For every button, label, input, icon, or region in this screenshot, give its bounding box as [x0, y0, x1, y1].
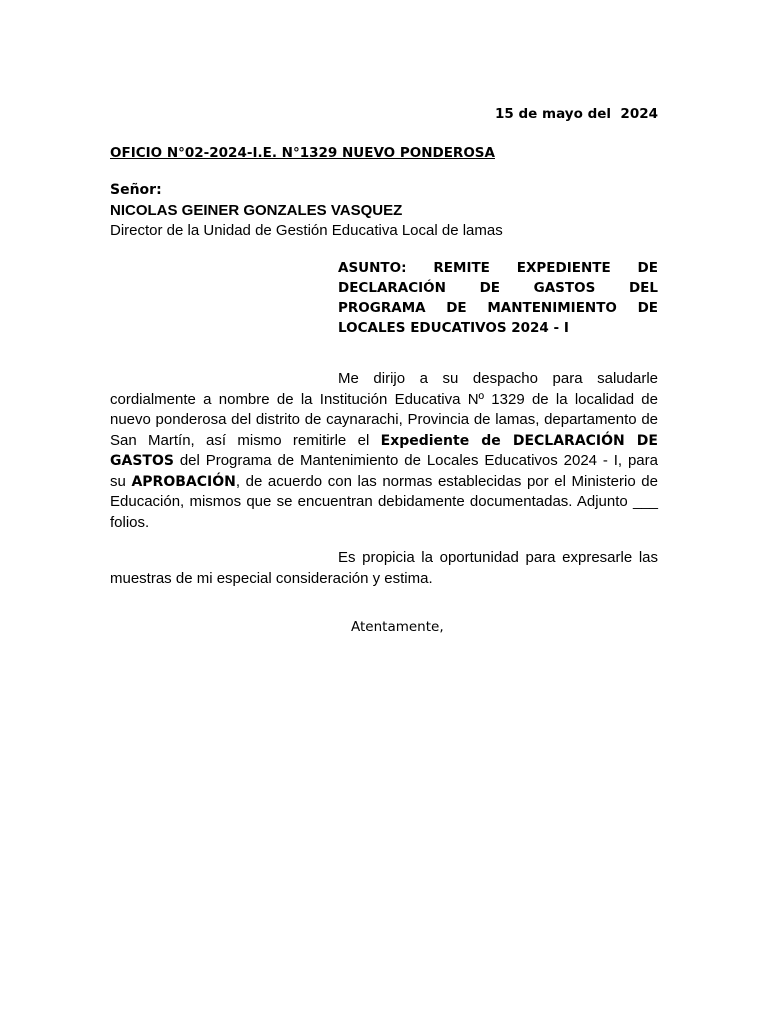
- letter-subject: ASUNTO: REMITE EXPEDIENTE DE DECLARACIÓN DE GASTOS DEL PROGRAMA DE MANTENIMIENTO DE LOCALES EDUCATIVOS 2024 - I: [338, 260, 658, 336]
- letter-reference: OFICIO N°02-2024-I.E. N°1329 NUEVO PONDEROSA: [110, 145, 495, 161]
- body-paragraph-1-text-a: Me dirijo a su despacho para saludarle cordialmente a nombre de la Institución Educativa Nº 1329 de la localidad de nuevo ponderosa del distrito de caynarachi, Provincia de lamas, departamento de San Martín, así mismo remitirle el: [110, 370, 658, 449]
- recipient-name: NICOLAS GEINER GONZALES VASQUEZ: [110, 202, 403, 219]
- body-paragraph-1-bold-expediente: Expediente de DECLARACIÓN DE GASTOS: [110, 432, 658, 469]
- body-paragraph-2: Es propicia la oportunidad para expresarle las muestras de mi especial consideración y estima.: [110, 549, 658, 587]
- closing: Atentamente,: [351, 619, 444, 635]
- recipient-title: Director de la Unidad de Gestión Educativa Local de lamas: [110, 222, 503, 239]
- body-paragraph-1-text-b: del Programa de Mantenimiento de Locales Educativos 2024 - I, para su: [110, 452, 658, 490]
- body-paragraph-1-text-c: , de acuerdo con las normas establecidas por el Ministerio de Educación, mismos que se encuentran debidamente documentadas. Adjunto ___ folios.: [110, 472, 658, 531]
- body-paragraph-1-bold-aprobacion: APROBACIÓN: [131, 473, 236, 490]
- letter-date: 15 de mayo del 2024: [495, 106, 658, 122]
- body-paragraph-1: [110, 369, 658, 533]
- salutation: Señor:: [110, 182, 162, 198]
